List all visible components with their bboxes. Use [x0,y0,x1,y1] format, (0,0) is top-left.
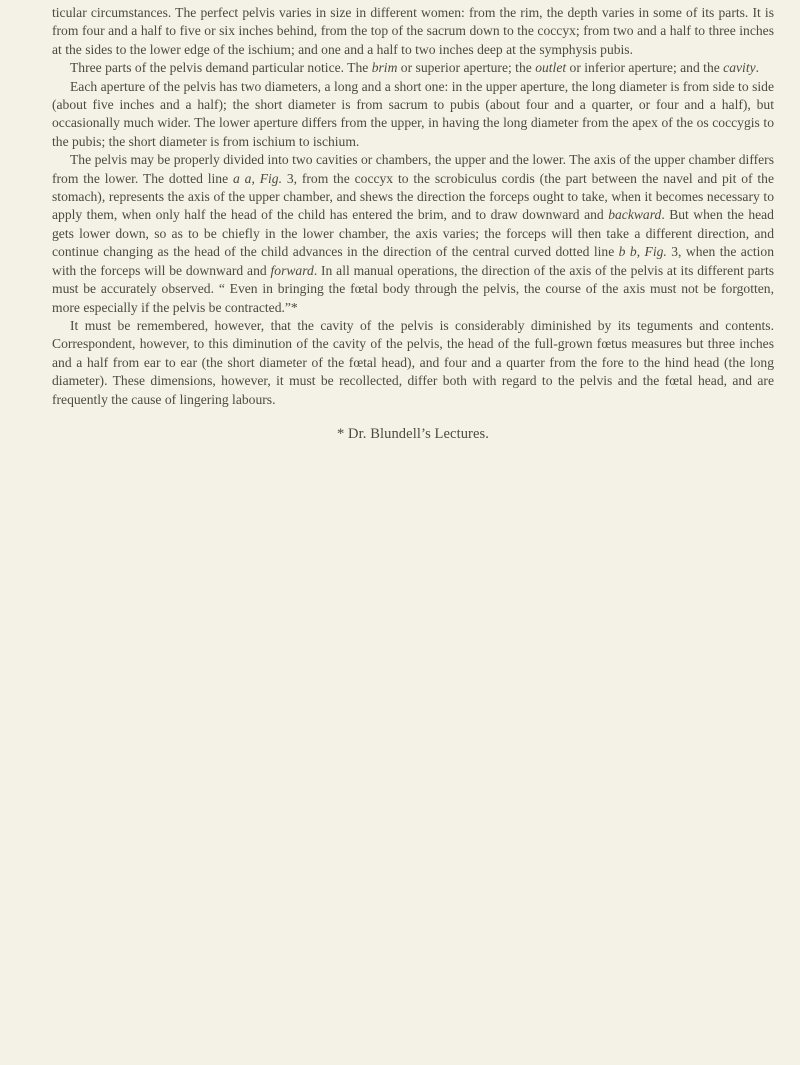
text-run: The pelvis may be properly divided into two cavities or chambers, the upper and the lower. The axis of the upper chamber differs from the lower. The dotted line [52,152,774,186]
paragraph-chambers-axis [52,151,774,317]
italic-text: cavity [723,60,756,76]
book-page [52,4,774,443]
italic-text: outlet [535,60,567,76]
paragraph-three-parts [52,59,774,77]
text-run: It must be remembered, however, that the cavity of the pelvis is considerably diminished by its teguments and contents. Correspondent, however, to this diminution of the cavity of the pelvis, the head of the full-grown fœtus measures but three inches and a half from ear to ear (the short diameter of the fœtal head), and four and a quarter from the fore to the hind head (the long diameter). These dimensions, however, it must be recollected, differ both with regard to the pelvis and the fœtal head, and are frequently the cause of lingering labours. [52,317,774,407]
italic-text: backward [608,207,662,223]
text-run: or superior aperture; the [397,60,536,76]
italic-text: brim [371,60,398,76]
italic-text: b b [618,244,637,260]
paragraph-pelvis-depth [52,4,774,59]
footnote: * Dr. Blundell’s Lectures. [336,425,489,442]
text-run: Three parts of the pelvis demand particular notice. The [70,60,372,76]
text-run: . [755,60,760,76]
text-run: or inferior aperture; and the [566,60,724,76]
text-run: 3, from the coccyx to the scrobiculus cordis (the part between the navel and pit of the stomach), represents the axis of the upper chamber, and shews the direction the forceps ought to take, when it becomes necessary to apply them, when only half the head of the child has entered the brim, and to draw downward and [52,170,774,223]
text-run: , [251,170,260,186]
text-run: . But when the head gets lower down, so as to be chiefly in the lower chamber, the axis varies; the forceps will then take a different direction, and continue changing as the head of the child advances in the direction of the central curved dotted line [52,207,774,260]
paragraph-diameters [52,78,774,152]
text-run: , [636,244,645,260]
text-run: Each aperture of the pelvis has two diameters, a long and a short one: in the upper aperture, the long diameter is from side to side (about five inches and a half); the short diameter is from sacrum to pubis (about four and a quarter, or four and a half), but occasionally much wider. The lower aperture differs from the upper, in having the long diameter from the apex of the os coccygis to the pubis; the short diameter is from ischium to ischium. [52,78,774,149]
text-run: 3, when the action with the forceps will be downward and [52,244,775,278]
italic-text: Fig. [644,244,667,260]
italic-text: Fig. [259,170,282,186]
italic-text: forward [270,262,314,278]
text-run: ticular circumstances. The perfect pelvis varies in size in different women: from the rim, the depth varies in some of its parts. It is from four and a half to five or six inches behind, from the top of the sacrum down to the coccyx; from two and a half to three inches at the sides to the lower edge of the ischium; and one and a half to two inches deep at the symphysis pubis. [52,5,774,57]
italic-text: a a [233,170,252,186]
paragraph-cavity-diminished [52,317,774,409]
text-run: . In all manual operations, the direction of the axis of the pelvis at its different parts must be accurately observed. “ Even in bringing the fœtal body through the pelvis, the course of the axis must not be forgotten, more especially if the pelvis be contracted.”* [52,262,775,315]
